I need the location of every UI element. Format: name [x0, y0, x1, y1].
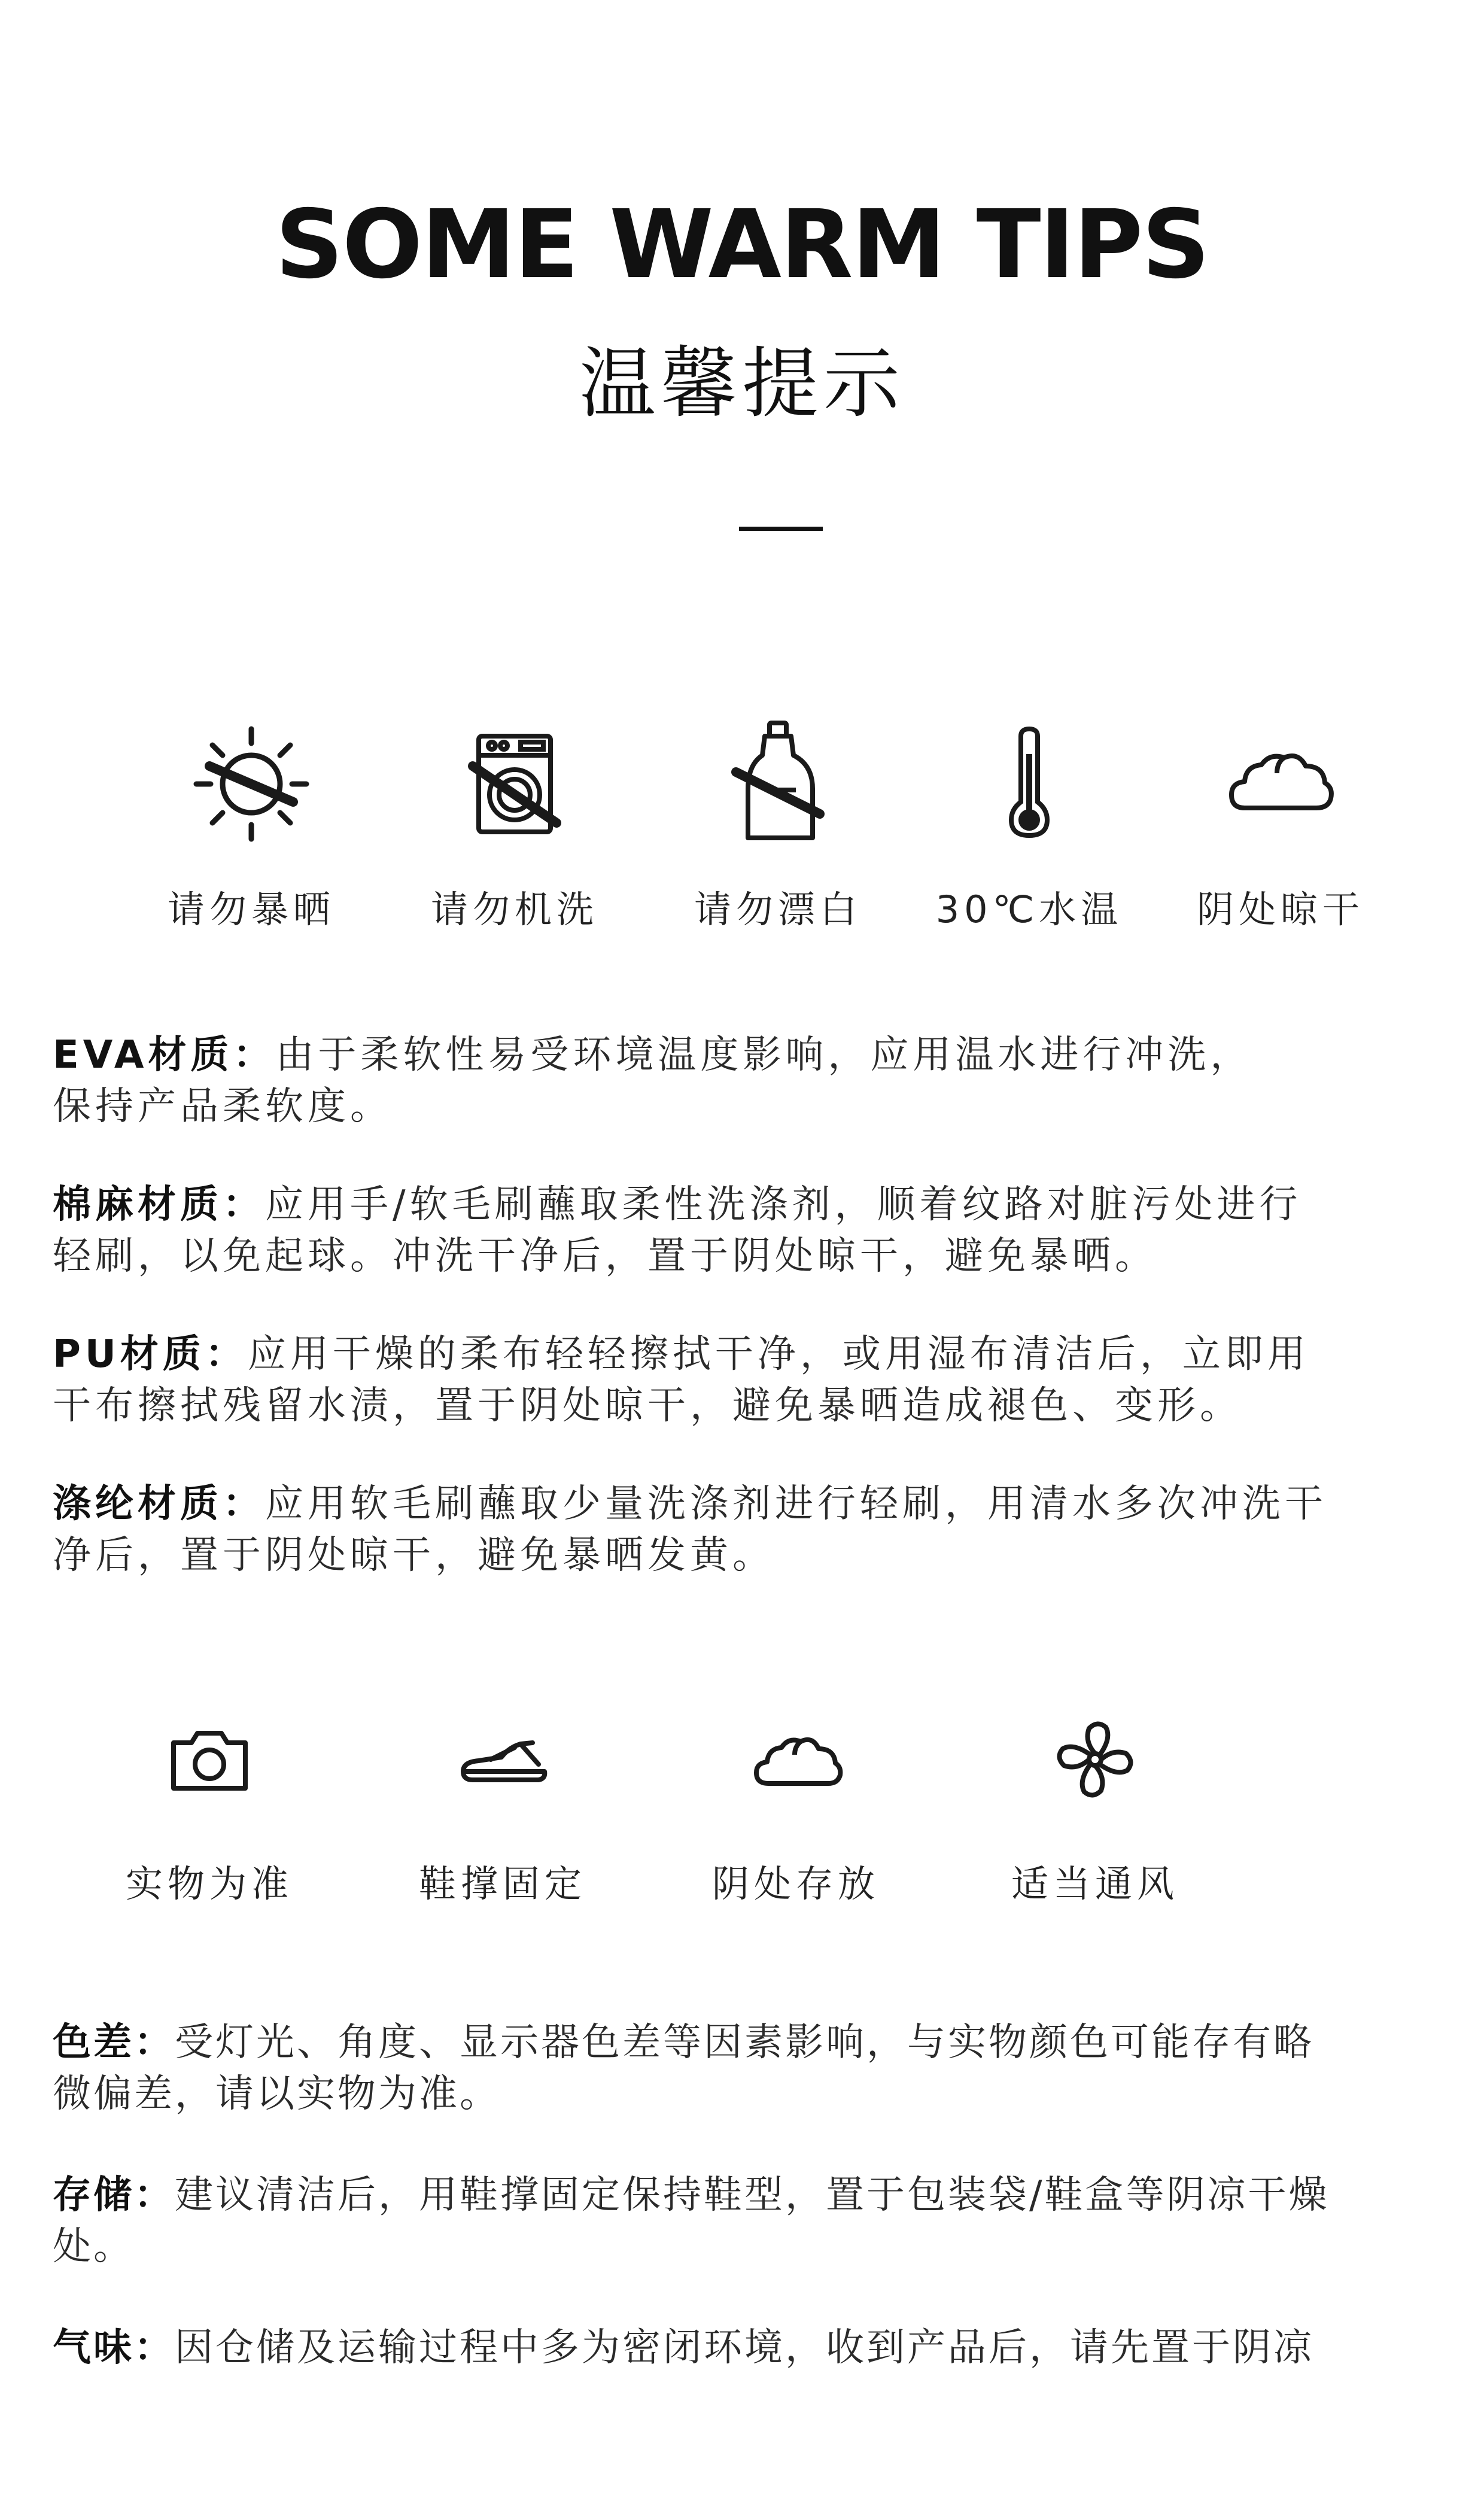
care-item-shade-dry	[1179, 718, 1382, 933]
storage-note-storage	[53, 2169, 1484, 2272]
fan-icon	[1047, 1712, 1143, 1807]
cloud-icon	[748, 1712, 844, 1807]
storage-label-shade-storage: 阴处存放	[711, 1862, 880, 1906]
no-machine-wash-icon	[449, 718, 580, 850]
material-note-cotton-linen	[53, 1179, 1484, 1282]
storage-item-ventilation	[993, 1712, 1197, 1907]
care-label-no-sun: 请勿暴晒	[167, 888, 335, 931]
care-label-shade-dry: 阴处晾干	[1196, 888, 1364, 931]
note-line: 应用干燥的柔布轻轻擦拭干净，或用湿布清洁后，立即用	[247, 1332, 1310, 1376]
page-title-cn: 温馨提示	[579, 339, 905, 429]
note-line: 应用软毛刷蘸取少量洗涤剂进行轻刷，用清水多次冲洗干	[265, 1482, 1327, 1526]
no-bleach-icon	[712, 718, 844, 850]
note-key: 气味：	[53, 2326, 175, 2370]
storage-label-ventilation: 适当通风	[1011, 1862, 1179, 1906]
note-key: 棉麻材质：	[53, 1183, 265, 1227]
note-key: 涤纶材质：	[53, 1482, 265, 1526]
storage-label-shoe-tree: 鞋撑固定	[418, 1862, 586, 1906]
storage-item-shoe-tree	[401, 1712, 604, 1907]
note-line: 净后，置于阴处晾干，避免暴晒发黄。	[53, 1533, 775, 1578]
care-item-no-sun	[150, 718, 353, 933]
note-line: 保持产品柔软度。	[53, 1084, 393, 1129]
note-line: 建议清洁后，用鞋撑固定保持鞋型，置于包装袋/鞋盒等阴凉干燥	[175, 2173, 1330, 2217]
care-item-no-machine-wash	[413, 718, 616, 933]
care-label-no-machine-wash: 请勿机洗	[430, 888, 598, 931]
note-line: 干布擦拭残留水渍，置于阴处晾干，避免暴晒造成褪色、变形。	[53, 1384, 1242, 1428]
page-title-en: SOME WARM TIPS	[275, 190, 1209, 300]
material-note-pu	[53, 1329, 1484, 1432]
note-line: 因仓储及运输过程中多为密闭环境，收到产品后，请先置于阴凉	[175, 2326, 1314, 2370]
note-line: 受灯光、角度、显示器色差等因素影响，与实物颜色可能存有略	[175, 2020, 1314, 2065]
cloud-icon	[1215, 718, 1346, 850]
note-line: 轻刷，以免起球。冲洗干净后，置于阴处晾干，避免暴晒。	[53, 1234, 1157, 1278]
note-key: 色差：	[53, 2020, 175, 2065]
material-note-eva	[53, 1029, 1484, 1132]
care-label-water-temp: 30℃水温	[935, 888, 1123, 931]
note-line: 微偏差，请以实物为准。	[53, 2072, 500, 2116]
camera-icon	[162, 1712, 257, 1807]
storage-label-actual-product: 实物为准	[125, 1862, 293, 1906]
note-line: 处。	[53, 2225, 134, 2269]
no-sun-icon	[186, 718, 317, 850]
care-item-no-bleach	[676, 718, 880, 933]
storage-note-color-difference	[53, 2017, 1484, 2120]
note-line: 应用手/软毛刷蘸取柔性洗涤剂，顺着纹路对脏污处进行	[265, 1183, 1302, 1227]
note-line: 由于柔软性易受环境温度影响，应用温水进行冲洗，	[275, 1033, 1253, 1077]
thermometer-icon	[963, 718, 1095, 850]
note-key: EVA材质：	[53, 1033, 276, 1077]
care-item-water-temp	[928, 718, 1131, 933]
storage-note-odor	[53, 2322, 1484, 2374]
note-key: 存储：	[53, 2173, 175, 2217]
care-label-no-bleach: 请勿漂白	[694, 888, 862, 931]
shoe-tree-icon	[455, 1712, 551, 1807]
title-divider	[739, 527, 823, 531]
note-key: PU材质：	[53, 1332, 248, 1376]
storage-item-actual-product	[108, 1712, 311, 1907]
storage-item-shade-storage	[694, 1712, 898, 1907]
material-note-polyester	[53, 1478, 1484, 1581]
